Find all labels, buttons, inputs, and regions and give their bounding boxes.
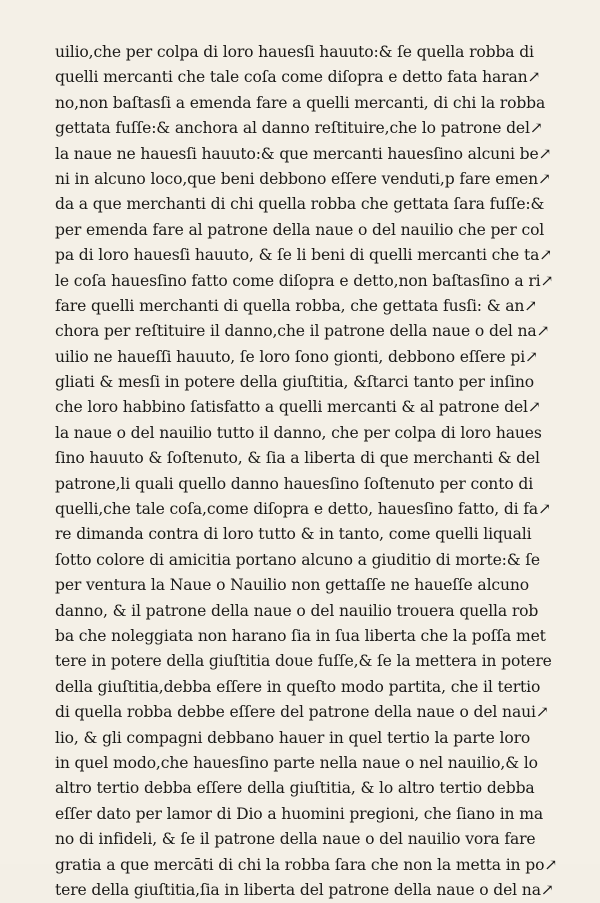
text-line: ba che noleggiata non harano ſia in ſua liberta che la poſſa met <box>55 626 546 645</box>
text-line: le coſa hauesſino fatto come diſopra e detto,non baſtasſino a ri↗ <box>55 271 554 290</box>
text-line: tere della giuſtitia,ſia in liberta del patrone della naue o del na↗ <box>55 880 554 899</box>
text-line: di quella robba debbe eſſere del patrone della naue o del naui↗ <box>55 703 549 722</box>
text-line: no,non baſtasſi a emenda fare a quelli mercanti, di chi la robba <box>55 93 546 112</box>
text-line: da a que merchanti di chi quella robba che gettata ſara fuſſe:& <box>55 195 545 214</box>
text-line: in quel modo,che hauesſino parte nella naue o nel nauilio,& lo <box>55 753 538 772</box>
text-line: la naue o del nauilio tutto il danno, che per colpa di loro haues <box>55 423 542 442</box>
text-line: la naue ne hauesſi hauuto:& que mercanti hauesſino alcuni be↗ <box>55 144 552 163</box>
text-line: danno, & il patrone della naue o del nauilio trouera quella rob <box>55 601 539 620</box>
text-line: quelli mercanti che tale coſa come diſopra e detto fata haran↗ <box>55 68 541 87</box>
text-line: patrone,li quali quello danno hauesſino ſoſtenuto per conto di <box>55 474 534 493</box>
text-line: eſſer dato per lamor di Dio a huomini pregioni, che ſiano in ma <box>55 804 544 823</box>
text-line: ni in alcuno loco,que beni debbono eſſere venduti,p fare emen↗ <box>55 169 551 188</box>
text-line: fare quelli merchanti di quella robba, che gettata fusſi: & an↗ <box>55 296 538 315</box>
text-line: lio, & gli compagni debbano hauer in quel tertio la parte loro <box>55 728 531 747</box>
text-line: uilio ne haueſſi hauuto, ſe loro ſono gionti, debbono eſſere pi↗ <box>55 347 538 366</box>
text-line: ſino hauuto & ſoſtenuto, & ſia a liberta di que merchanti & del <box>55 449 540 468</box>
text-line: chora per reſtituire il danno,che il patrone della naue o del na↗ <box>55 322 550 341</box>
text-block <box>55 40 578 903</box>
text-line: che loro habbino ſatisfatto a quelli mercanti & al patrone del↗ <box>55 398 541 417</box>
text-line: quelli,che tale coſa,come diſopra e detto, hauesſino fatto, di fa↗ <box>55 500 551 519</box>
text-line: gliati & mesſi in potere della giuſtitia, &ſtarci tanto per inſino <box>55 373 534 392</box>
text-line: ſotto colore di amicitia portano alcuno a giuditio di morte:& ſe <box>55 550 540 569</box>
text-line: re dimanda contra di loro tutto & in tanto, come quelli liquali <box>55 525 532 544</box>
text-line: no di infideli, & ſe il patrone della naue o del nauilio vora fare <box>55 830 536 849</box>
text-line: gratia a que mercāti di chi la robba ſara che non la metta in po↗ <box>55 855 558 874</box>
text-line: per emenda fare al patrone della naue o del nauilio che per col <box>55 220 545 239</box>
text-line: gettata fuſſe:& anchora al danno reſtituire,che lo patrone del↗ <box>55 119 543 138</box>
text-line: per ventura la Naue o Nauilio non gettaſſe ne haueſſe alcuno <box>55 576 530 595</box>
text-line: altro tertio debba eſſere della giuſtitia, & lo altro tertio debba <box>55 779 535 798</box>
text-line: uilio,che per colpa di loro hauesſi hauuto:& ſe quella robba di <box>55 43 534 61</box>
text-line: tere in potere della giuſtitia doue fuſſe,& ſe la mettera in potere <box>55 652 552 671</box>
text-line: pa di loro hauesſi hauuto, & ſe li beni di quelli mercanti che ta↗ <box>55 246 553 265</box>
text-line: della giuſtitia,debba eſſere in queſto modo partita, che il tertio <box>55 677 541 696</box>
